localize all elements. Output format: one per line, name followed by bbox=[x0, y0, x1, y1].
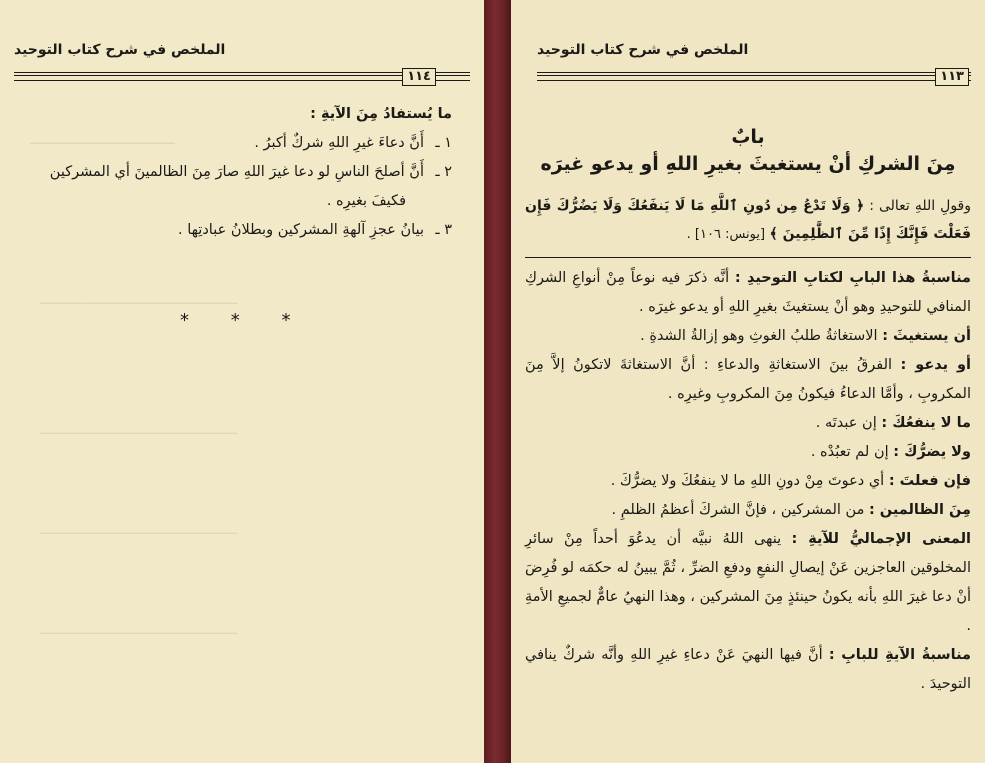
page-number: ١١٣ bbox=[935, 68, 969, 86]
right-page-body bbox=[525, 96, 971, 699]
benefit-item-continuation: فكيفَ بغيرِه . bbox=[326, 193, 406, 209]
right-page-header bbox=[537, 42, 971, 88]
commentary-paragraph: مِنَ الظالمين : من المشركين ، فإنَّ الشركَ أعظمُ الظلمِ . bbox=[611, 502, 971, 518]
section-separator bbox=[525, 257, 971, 258]
header-rule bbox=[537, 72, 971, 76]
left-page-body bbox=[22, 100, 462, 245]
commentary-paragraph: ما لا ينفعُكَ : إن عبدتَه . bbox=[815, 415, 971, 431]
quran-verse bbox=[525, 192, 971, 249]
benefit-item: ٣ ـبيانُ عجزِ آلهةِ المشركين وبطلانُ عبادتِها . bbox=[177, 222, 452, 238]
verse-reference: [يونس: ١٠٦] . bbox=[686, 227, 766, 242]
section-divider-stars: * * * bbox=[180, 310, 309, 331]
left-page: ـــــــــــــــــــــــــــــــــ ـــــــــــــــــــــــــــــــــــــــــــــ ـــــــــــــــــــــــــــــــــــــــــــــ ـــــــــــــــــــــــــــــــــــــــــــــ ـــــــــــــــــــــــــــــــــــــــــــــ الملخص في شرح كتاب التوحيد ١١٤ ما يُستفادُ مِنَ الآيةِ : ١ ـأَنَّ دعاءَ غيرِ اللهِ شركٌ أكبرُ . ٢ ـأَنَّ أصلحَ الناسِ لو دعا غيرَ اللهِ صارَ مِنَ الظالمينَ أي المشركين فكيفَ بغيرِه . ٣ ـبيانُ عجزِ آلهةِ المشركين وبطلانُ عبادتِها . * * * bbox=[0, 0, 484, 763]
verse-text: ﴿ وَلَا تَدْعُ مِن دُونِ ٱللَّهِ مَا لَا يَنفَعُكَ وَلَا يَضُرُّكَ فَإِن فَعَلْتَ فَإِنَّكَ إِذًا مِّنَ ٱلظَّٰلِمِينَ ﴾ bbox=[525, 198, 971, 242]
verse-intro: وقولِ اللهِ تعالى : bbox=[869, 198, 972, 214]
running-title: الملخص في شرح كتاب التوحيد bbox=[14, 42, 226, 58]
chapter-title: مِنَ الشركِ أنْ يستغيثَ بغيرِ اللهِ أو يدعو غيرَه bbox=[540, 153, 956, 175]
benefit-item: ٢ ـأَنَّ أصلحَ الناسِ لو دعا غيرَ اللهِ صارَ مِنَ الظالمينَ أي المشركين bbox=[49, 164, 452, 180]
commentary-paragraph: مناسبةُ هذا البابِ لكتابِ التوحيدِ : أنَّه ذكرَ فيه نوعاً مِنْ أنواعِ الشركِ المنافي للتوحيدِ وهو أنْ يستغيثَ بغيرِ اللهِ أو يدعو غيرَه . bbox=[525, 270, 971, 315]
benefits-heading: ما يُستفادُ مِنَ الآيةِ : bbox=[310, 106, 452, 122]
commentary-paragraph: أن يستغيثَ : الاستغاثةُ طلبُ الغوثِ وهو إزالةُ الشدةِ . bbox=[640, 328, 971, 344]
book-spine bbox=[484, 0, 511, 763]
running-title: الملخص في شرح كتاب التوحيد bbox=[537, 42, 749, 58]
commentary-paragraph: مناسبةُ الآيةِ للبابِ : أنَّ فيها النهيَ عَنْ دعاءِ غيرِ اللهِ وأنَّه شركٌ ينافي التوحيدَ . bbox=[525, 647, 972, 692]
left-page-header bbox=[14, 42, 470, 88]
right-page bbox=[511, 0, 985, 763]
page-number: ١١٤ bbox=[402, 68, 436, 86]
benefit-item: ١ ـأَنَّ دعاءَ غيرِ اللهِ شركٌ أكبرُ . bbox=[254, 135, 452, 151]
commentary-paragraph: المعنى الإجماليُّ للآيةِ : ينهى اللهُ نبيَّه أن يدعُوَ أحداً مِنْ سائرِ المخلوقين العاجزين عَنْ إيصالِ النفعِ ودفعِ الضرِّ ، ثُمَّ يبينُ له حكمَه لو فُرِضَ أنْ دعا غيرَ اللهِ بأنه يكونُ حينئذٍ مِنَ المشركين ، وهذا النهيُ عامٌّ لجميعِ الأمةِ . bbox=[525, 531, 971, 634]
commentary-paragraph: ولا يضرُّكَ : إن لم تعبُدْه . bbox=[810, 444, 971, 460]
commentary-paragraph: أو يدعو : الفرقُ بينَ الاستغاثةِ والدعاءِ : أنَّ الاستغاثةَ لاتكونُ إلاَّ مِنَ المكروبِ ، وأمَّا الدعاءُ فيكونُ مِنَ المكروبِ وغيرِه . bbox=[525, 357, 971, 402]
commentary-paragraph: فإن فعلتَ : أي دعوتَ مِنْ دونِ اللهِ ما لا ينفعُكَ ولا يضرُّكَ . bbox=[610, 473, 971, 489]
chapter-label: بابٌ bbox=[731, 126, 765, 148]
